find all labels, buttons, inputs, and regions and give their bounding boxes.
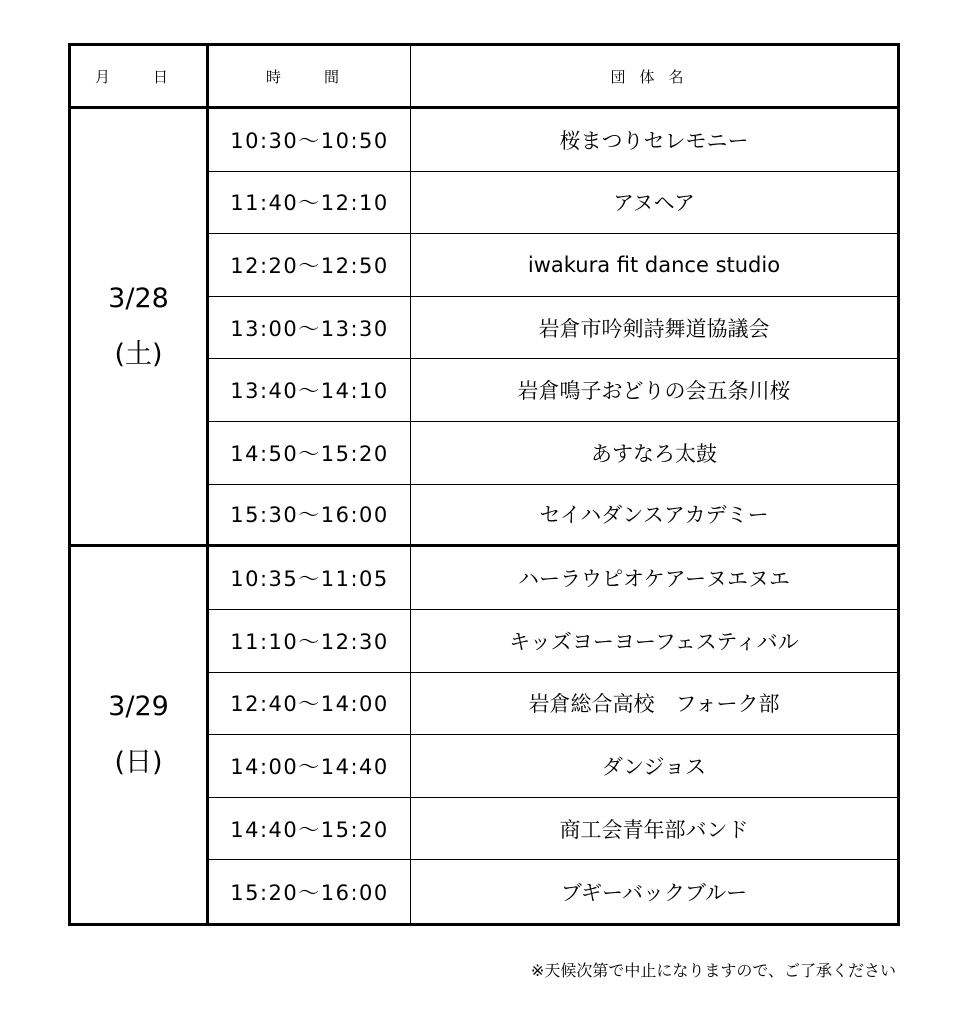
time-cell: 13:00〜13:30 [209,297,411,360]
date-label: 3/29 [108,691,169,723]
header-group: 団体名 [411,46,897,109]
date-cell-sat [71,109,209,547]
date-cell-sun [71,547,209,923]
weekday-label: (日) [114,747,163,779]
time-cell: 12:40〜14:00 [209,673,411,736]
date-label: 3/28 [108,282,169,314]
time-cell: 14:00〜14:40 [209,735,411,798]
group-cell: あすなろ太鼓 [411,422,897,485]
time-cell: 11:10〜12:30 [209,610,411,673]
group-cell: 岩倉総合高校 フォーク部 [411,673,897,736]
time-cell: 10:30〜10:50 [209,109,411,172]
time-cell: 15:20〜16:00 [209,860,411,923]
group-cell: セイハダンスアカデミー [411,485,897,548]
weekday-label: (土) [114,338,163,370]
time-cell: 14:40〜15:20 [209,798,411,861]
time-cell: 13:40〜14:10 [209,359,411,422]
group-cell: ブギーバックブルー [560,880,748,905]
group-cell: 岩倉市吟剣詩舞道協議会 [411,297,897,360]
group-cell: アヌヘア [411,172,897,235]
time-cell: 11:40〜12:10 [209,172,411,235]
weather-note: ※天候次第で中止になりますので、ご了承ください [530,961,896,980]
schedule-table [68,43,900,926]
header-date: 月 日 [71,46,209,109]
group-cell: 岩倉鳴子おどりの会五条川桜 [411,359,897,422]
group-cell: 桜まつりセレモニー [411,109,897,172]
group-cell: ハーラウピオケアーヌエヌエ [411,547,897,610]
time-cell: 14:50〜15:20 [209,422,411,485]
group-cell: 商工会青年部バンド [411,798,897,861]
time-cell: 12:20〜12:50 [209,234,411,297]
time-cell: 10:35〜11:05 [209,547,411,610]
group-cell: iwakura fit dance studio [411,234,897,297]
header-time: 時 間 [209,46,411,109]
group-cell: キッズヨーヨーフェスティバル [411,610,897,673]
group-cell: ダンジョス [411,735,897,798]
time-cell: 15:30〜16:00 [209,485,411,548]
